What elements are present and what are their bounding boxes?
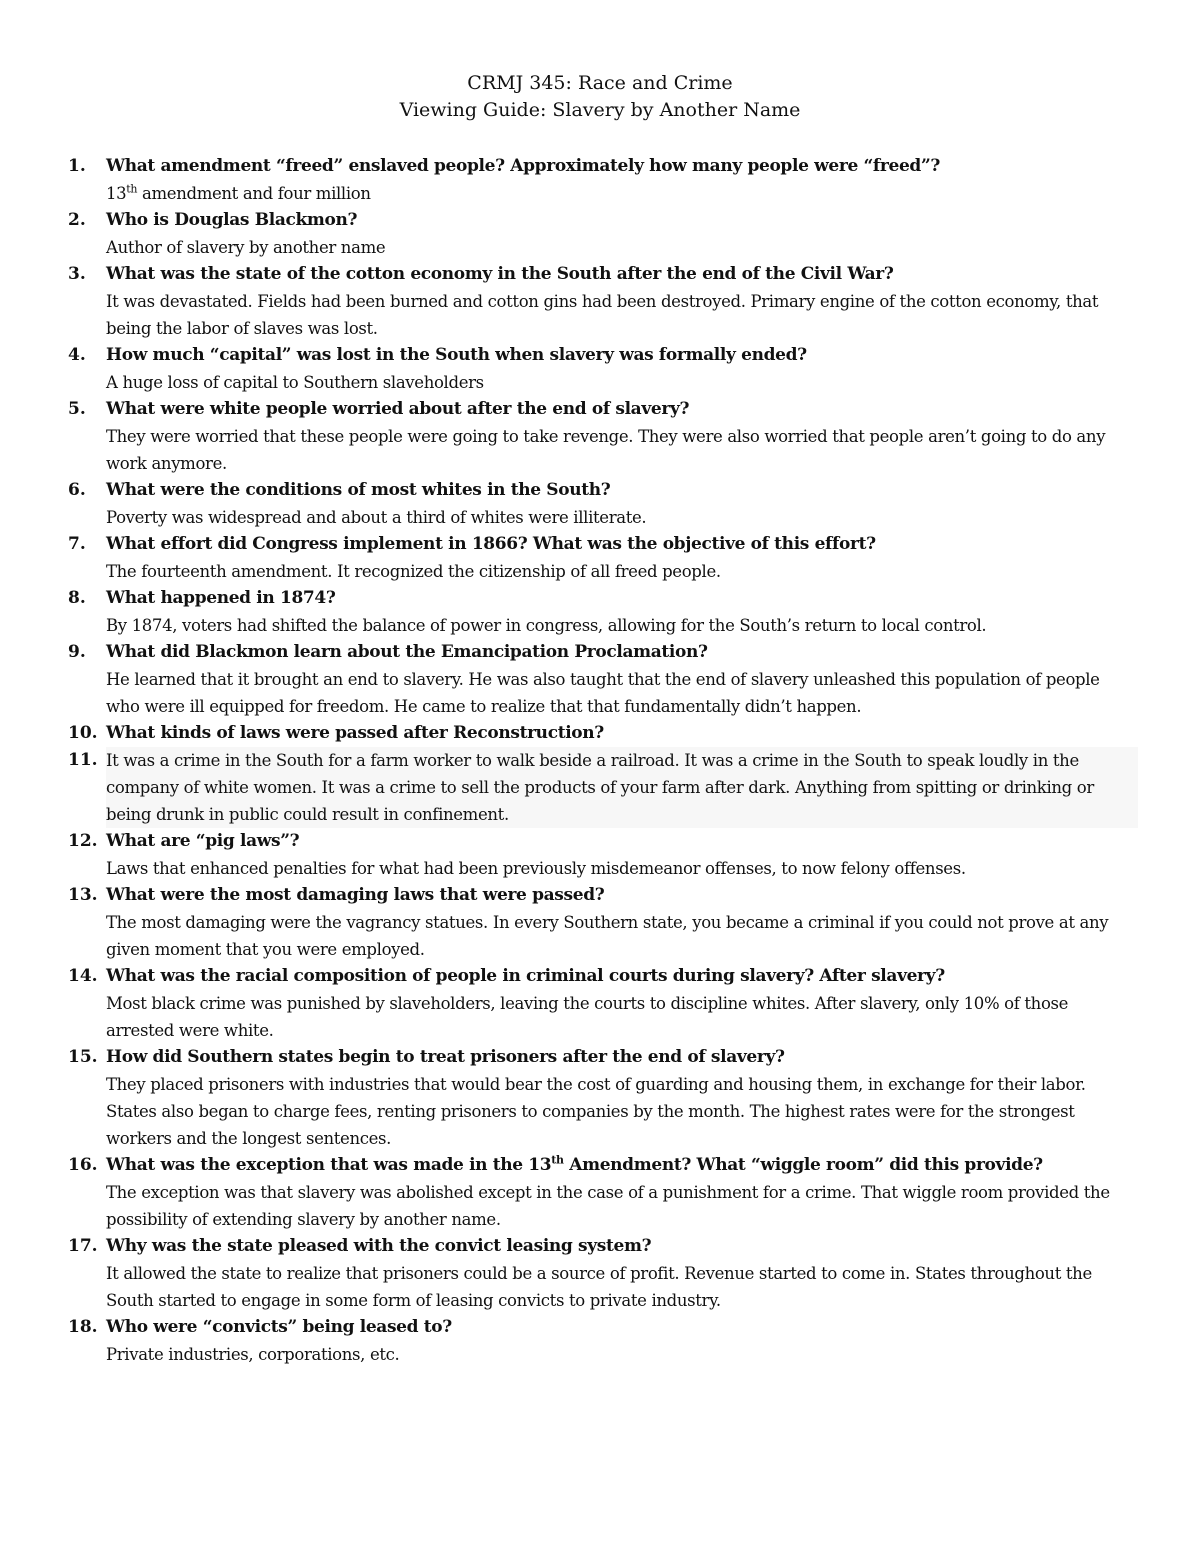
question-item-12	[68, 828, 1138, 882]
question-text: What amendment “freed” enslaved people? Approximately how many people were “freed”?	[106, 156, 941, 176]
question-number: 9.	[68, 642, 86, 662]
question-text	[106, 1152, 1138, 1179]
question-number: 1.	[68, 156, 86, 176]
question-item-4	[68, 342, 1138, 396]
answer-text: The exception was that slavery was abolished except in the case of a punishment for a crime. That wiggle room provided the possibility of extending slavery by another name.	[106, 1183, 1110, 1229]
guide-subtitle: Viewing Guide: Slavery by Another Name	[399, 99, 801, 121]
question-number: 13.	[68, 885, 98, 905]
answer-text: They were worried that these people were going to take revenge. They were also worried that people aren’t going to do any work anymore.	[106, 427, 1106, 473]
question-text: How much “capital” was lost in the South when slavery was formally ended?	[106, 345, 807, 365]
question-number: 14.	[68, 966, 98, 986]
question-item-1	[68, 153, 1138, 207]
question-number: 6.	[68, 480, 86, 500]
question-item-8	[68, 585, 1138, 639]
question-item-9	[68, 639, 1138, 720]
answer-superscript: th	[126, 182, 138, 196]
answer-text: Private industries, corporations, etc.	[106, 1345, 400, 1364]
question-text: What were the most damaging laws that were passed?	[106, 885, 605, 905]
question-item-14	[68, 963, 1138, 1044]
question-text: What were white people worried about after the end of slavery?	[106, 399, 690, 419]
question-item-16	[68, 1152, 1138, 1233]
question-list	[68, 153, 1138, 1368]
document-header	[0, 70, 1200, 124]
question-item-7	[68, 531, 1138, 585]
question-number: 8.	[68, 588, 86, 608]
question-text-part: What was the exception that was made in the 13	[106, 1155, 552, 1175]
answer-text: The most damaging were the vagrancy statues. In every Southern state, you became a criminal if you could not prove at any given moment that you were employed.	[106, 913, 1109, 959]
question-number: 12.	[68, 831, 98, 851]
question-text: Who is Douglas Blackmon?	[106, 210, 358, 230]
question-number: 15.	[68, 1047, 98, 1067]
answer-text: Author of slavery by another name	[106, 238, 386, 257]
question-number: 18.	[68, 1317, 98, 1337]
question-item-3	[68, 261, 1138, 342]
question-text: Who were “convicts” being leased to?	[106, 1317, 452, 1337]
question-number: 3.	[68, 264, 86, 284]
question-item-5	[68, 396, 1138, 477]
answer-text: He learned that it brought an end to slavery. He was also taught that the end of slavery unleashed this population of people who were ill equipped for freedom. He came to realize that that fundamentally didn’t happen.	[106, 670, 1100, 716]
question-number: 7.	[68, 534, 86, 554]
question-item-2	[68, 207, 1138, 261]
question-number: 11.	[68, 750, 98, 770]
question-text: Why was the state pleased with the convict leasing system?	[106, 1236, 652, 1256]
answer-text: It allowed the state to realize that prisoners could be a source of profit. Revenue started to come in. States throughout the South started to engage in some form of leasing convicts to private industry.	[106, 1264, 1092, 1310]
answer-text: Most black crime was punished by slaveholders, leaving the courts to discipline whites. After slavery, only 10% of those arrested were white.	[106, 994, 1069, 1040]
answer-text: Laws that enhanced penalties for what had been previously misdemeanor offenses, to now felony offenses.	[106, 859, 966, 878]
question-number: 2.	[68, 210, 86, 230]
question-item-10	[68, 720, 1138, 747]
answer-text	[106, 180, 1138, 207]
answer-text-part: amendment and four million	[137, 184, 371, 203]
answer-text-part: 13	[106, 184, 127, 203]
answer-text: A huge loss of capital to Southern slaveholders	[106, 373, 484, 392]
question-text: What did Blackmon learn about the Emancipation Proclamation?	[106, 642, 708, 662]
question-text: How did Southern states begin to treat prisoners after the end of slavery?	[106, 1047, 785, 1067]
answer-text: They placed prisoners with industries that would bear the cost of guarding and housing them, in exchange for their labor. States also began to charge fees, renting prisoners to companies by the month. The highest rates were for the strongest workers and the longest sentences.	[106, 1075, 1086, 1148]
question-number: 5.	[68, 399, 86, 419]
question-number: 10.	[68, 723, 98, 743]
question-text-part: Amendment? What “wiggle room” did this provide?	[563, 1155, 1043, 1175]
answer-text: It was a crime in the South for a farm worker to walk beside a railroad. It was a crime in the South to speak loudly in the company of white women. It was a crime to sell the products of your farm after dark. Anything from spitting or drinking or being drunk in public could result in confinement.	[106, 747, 1138, 828]
question-number: 4.	[68, 345, 86, 365]
question-item-6	[68, 477, 1138, 531]
question-superscript: th	[551, 1153, 564, 1167]
question-item-13	[68, 882, 1138, 963]
answer-text: It was devastated. Fields had been burned and cotton gins had been destroyed. Primary engine of the cotton economy, that being the labor of slaves was lost.	[106, 292, 1099, 338]
question-text: What kinds of laws were passed after Reconstruction?	[106, 723, 604, 743]
question-item-18	[68, 1314, 1138, 1368]
answer-text: Poverty was widespread and about a third of whites were illiterate.	[106, 508, 647, 527]
question-text: What effort did Congress implement in 1866? What was the objective of this effort?	[106, 534, 876, 554]
question-text: What was the state of the cotton economy in the South after the end of the Civil War?	[106, 264, 894, 284]
answer-text: The fourteenth amendment. It recognized the citizenship of all freed people.	[106, 562, 721, 581]
question-text: What are “pig laws”?	[106, 831, 300, 851]
course-title: CRMJ 345: Race and Crime	[467, 72, 733, 94]
question-number: 16.	[68, 1155, 98, 1175]
question-text: What was the racial composition of people in criminal courts during slavery? After slavery?	[106, 966, 945, 986]
question-item-17	[68, 1233, 1138, 1314]
question-text: What happened in 1874?	[106, 588, 336, 608]
question-number: 17.	[68, 1236, 98, 1256]
question-item-15	[68, 1044, 1138, 1152]
question-text: What were the conditions of most whites in the South?	[106, 480, 611, 500]
answer-text: By 1874, voters had shifted the balance of power in congress, allowing for the South’s return to local control.	[106, 616, 987, 635]
question-item-11	[68, 747, 1138, 828]
